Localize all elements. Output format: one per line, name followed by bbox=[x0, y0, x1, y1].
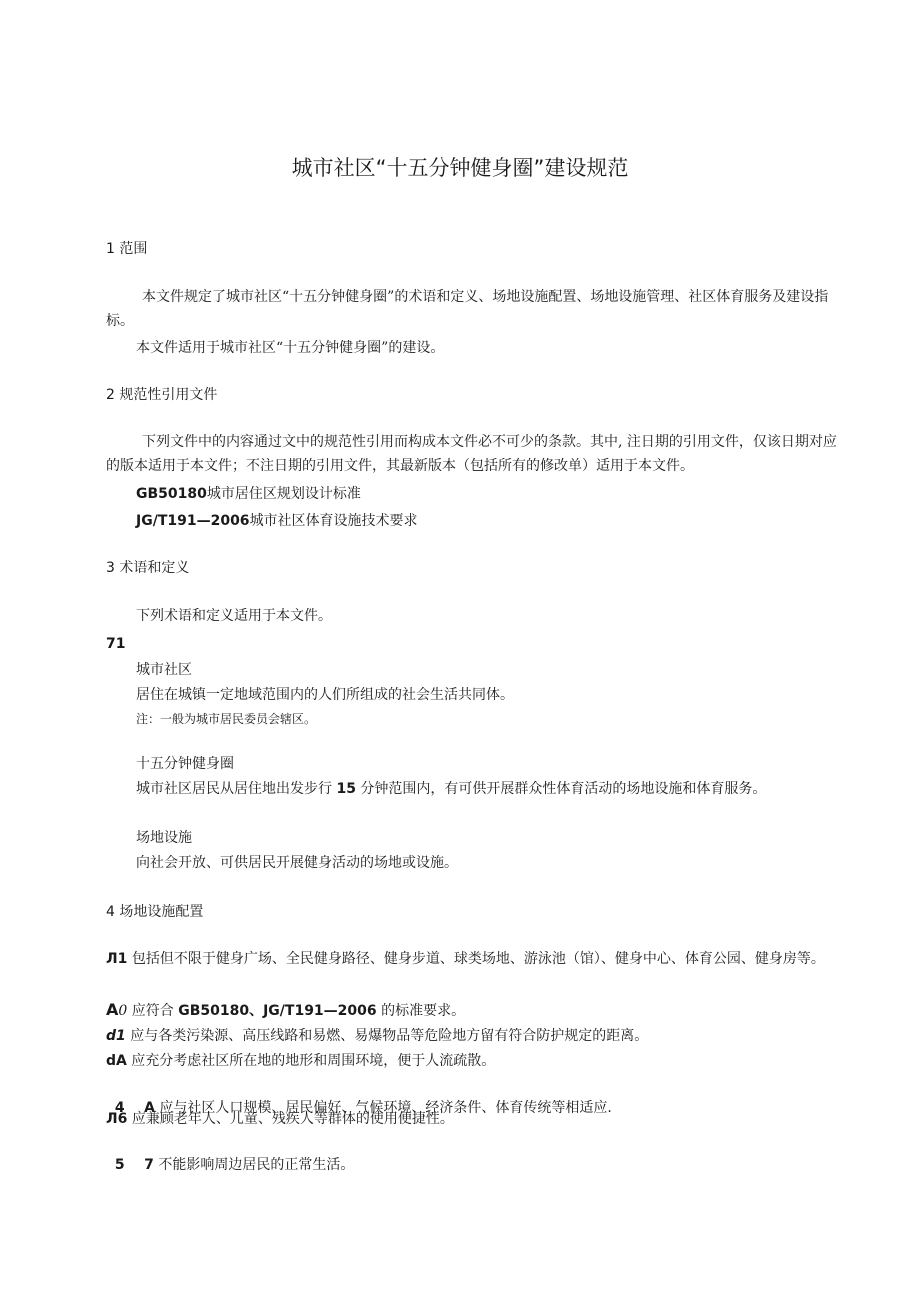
reference-title: 城市居住区规划设计标准 bbox=[206, 486, 361, 502]
section-4-item-6 bbox=[106, 1109, 454, 1129]
definition-1: 居住在城镇一定地域范围内的人们所组成的社会生活共同体。 bbox=[136, 687, 514, 703]
item-text-a: 应符合 bbox=[127, 1003, 179, 1019]
item-number: A bbox=[106, 1000, 119, 1019]
section-4-item-4 bbox=[106, 1051, 495, 1071]
term-3: 场地设施 bbox=[136, 830, 192, 846]
section-2-heading: 2 规范性引用文件 bbox=[106, 387, 218, 403]
section-1-paragraph-1: 本文件规定了城市社区“十五分钟健身圈”的术语和定义、场地设施配置、场地设施管理、社区体育服务及建设指标。 bbox=[106, 289, 829, 329]
item-text: 包括但不限于健身广场、全民健身路径、健身步道、球类场地、游泳池（馆）、健身中心、体育公园、健身房等。 bbox=[127, 951, 825, 967]
section-4-item-7 bbox=[106, 1135, 354, 1175]
definition-2-part-b: 分钟范围内，有可供开展群众性体育活动的场地设施和体育服务。 bbox=[355, 781, 767, 797]
item-number: Л1 bbox=[106, 951, 128, 967]
definition-2 bbox=[136, 779, 766, 799]
item-text-b: 的标准要求。 bbox=[376, 1003, 466, 1019]
definition-2-number: 15 bbox=[336, 781, 356, 797]
item-standard-reference: GB50180、JG/T191—2006 bbox=[178, 1003, 377, 1019]
item-number: Л6 bbox=[106, 1111, 128, 1127]
item-number: 5 7 bbox=[114, 1157, 154, 1173]
reference-code: GB50180 bbox=[136, 486, 207, 502]
section-4-heading: 4 场地设施配置 bbox=[106, 904, 204, 920]
item-text: 应充分考虑社区所在地的地形和周围环境，便于人流疏散。 bbox=[126, 1053, 496, 1069]
section-3-intro: 下列术语和定义适用于本文件。 bbox=[136, 608, 332, 624]
item-text: 应与各类污染源、高压线路和易燃、易爆物品等危险地方留有符合防护规定的距离。 bbox=[125, 1028, 649, 1044]
note-1: 注：一般为城市居民委员会辖区。 bbox=[136, 712, 317, 726]
section-4-item-1 bbox=[106, 947, 839, 971]
section-4-item-2 bbox=[106, 1000, 465, 1021]
term-1: 城市社区 bbox=[136, 662, 192, 678]
item-text: 应兼顾老年人、儿童、残疾人等群体的使用便捷性。 bbox=[127, 1111, 454, 1127]
item-number-suffix: 0 bbox=[118, 1003, 128, 1019]
normative-reference-2 bbox=[136, 511, 418, 531]
document-title: 城市社区“十五分钟健身圈”建设规范 bbox=[291, 156, 629, 180]
definition-2-part-a: 城市社区居民从居住地出发步行 bbox=[136, 781, 337, 797]
normative-reference-1 bbox=[136, 484, 361, 504]
reference-title: 城市社区体育设施技术要求 bbox=[249, 513, 418, 529]
item-text: 不能影响周边居民的正常生活。 bbox=[153, 1157, 355, 1173]
item-number: 4 A bbox=[114, 1100, 155, 1116]
item-number: dA bbox=[106, 1053, 127, 1069]
item-text: 应与社区人口规模、居民偏好、气候环境、经济条件、体育传统等相适应. bbox=[154, 1100, 612, 1116]
term-2: 十五分钟健身圈 bbox=[136, 756, 234, 772]
definition-3: 向社会开放、可供居民开展健身活动的场地或设施。 bbox=[136, 855, 458, 871]
section-4-item-3 bbox=[106, 1026, 648, 1046]
section-3-heading: 3 术语和定义 bbox=[106, 560, 190, 576]
reference-code: JG/T191—2006 bbox=[136, 513, 250, 529]
section-1-paragraph-2: 本文件适用于城市社区“十五分钟健身圈”的建设。 bbox=[136, 340, 445, 356]
clause-number: 71 bbox=[106, 636, 126, 652]
section-1-heading: 1 范围 bbox=[106, 241, 148, 257]
section-2-paragraph-1: 下列文件中的内容通过文中的规范性引用而构成本文件必不可少的条款。其中, 注日期的引用文件，仅该日期对应的版本适用于本文件；不注日期的引用文件，其最新版本（包括所有的修改单）适用于本文件。 bbox=[106, 434, 837, 474]
item-number: d1 bbox=[106, 1028, 126, 1044]
